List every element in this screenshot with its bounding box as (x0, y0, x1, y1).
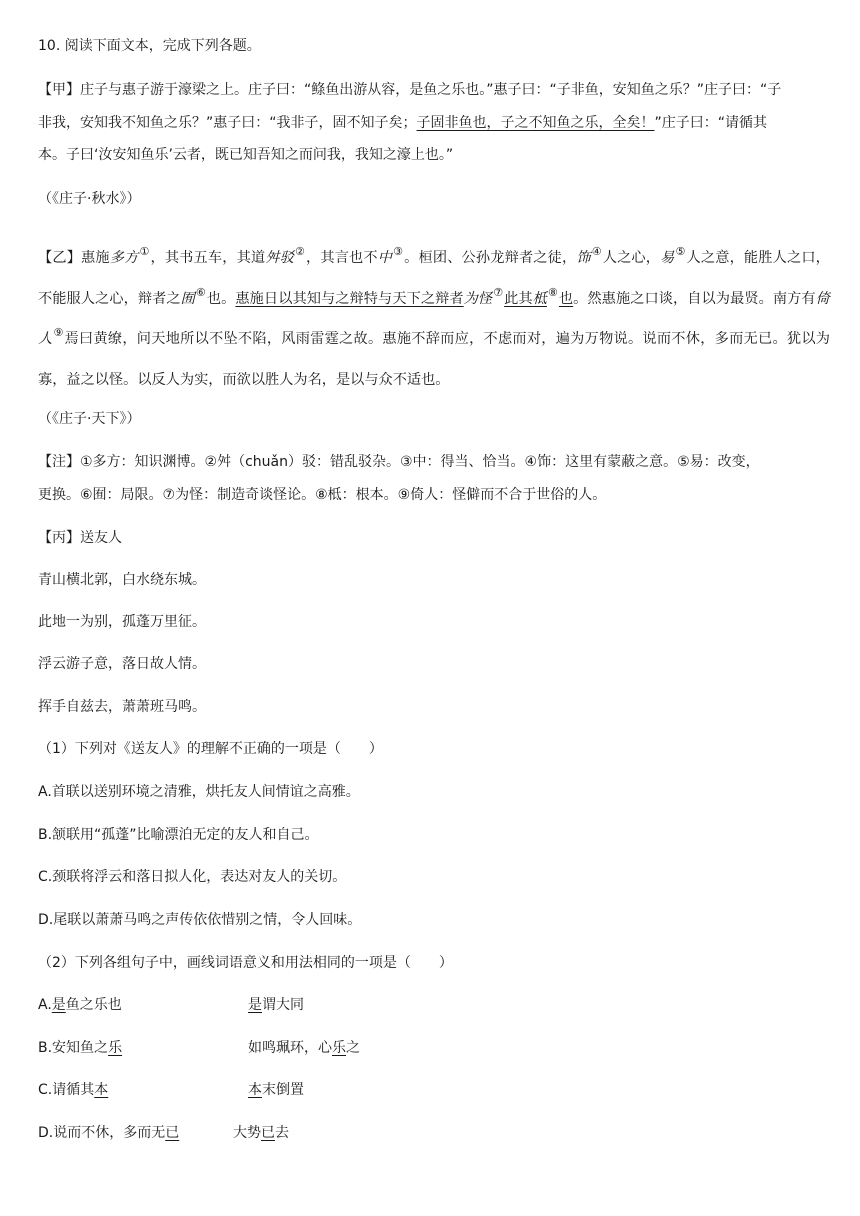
yi-text: 。桓团、公孙龙辩者之徒， (404, 250, 577, 266)
yi-text: 之口，不能服人之心，辩者之 (38, 250, 830, 307)
q2-option-b (38, 1038, 360, 1058)
notes-line-1 (38, 452, 760, 472)
jia-text-2b: ”庄子曰：“请循其 (654, 115, 768, 131)
yi-text: 也。 (206, 290, 236, 307)
q2-stem: （2）下列各组句子中，画线词语意义和用法相同的一项是（ ） (38, 955, 453, 971)
notes-line-2: 更换。⑥囿：局限。⑦为怪：制造奇谈怪论。⑧柢：根本。⑨倚人：怪僻而不合于世俗的人。 (38, 487, 607, 503)
yi-text: 焉曰黄缭，问天地所以不坠不陷，风雨雷霆之故。惠施不辞而应，不虑而对，遍为万物说。说而不 (64, 331, 686, 347)
q2-option-d (38, 1123, 289, 1143)
option-text: C.请循其 (38, 1082, 95, 1098)
jia-line-3: 本。子曰‘汝安知鱼乐’云者，既已知吾知之而问我，我知之濠上也。” (38, 147, 454, 163)
annotated-word: 舛驳 (265, 250, 294, 266)
jia-source: （《庄子·秋水》） (38, 191, 141, 207)
yi-text: 休，多而无已。犹以为寡，益之以怪。以反人为实，而欲以胜人为名，是以与众不适也。 (38, 331, 830, 388)
annotated-word: 倚人 (38, 290, 830, 347)
note-marker: ① (139, 245, 150, 258)
underlined-word: 乐 (108, 1040, 123, 1056)
note-marker: ④ (591, 245, 602, 258)
notes-tag: 【注】 (38, 454, 80, 470)
q2-option-c (38, 1080, 304, 1100)
yi-text: 人之心， (602, 250, 661, 266)
jia-line-2 (38, 113, 767, 133)
annotated-word: 易 (660, 250, 675, 266)
jia-line-1 (38, 80, 781, 100)
question-title: 10. 阅读下面文本，完成下列各题。 (38, 38, 261, 54)
q1-option-b: B.颔联用“孤蓬”比喻漂泊无定的友人和自己。 (38, 827, 319, 843)
option-text: B.安知鱼之 (38, 1040, 109, 1056)
yi-text: 。然惠施之口谈，自以为 (573, 290, 731, 307)
yi-text: ，其书五车，其道 (150, 250, 266, 266)
option-text: 之 (346, 1040, 360, 1056)
poem-line: 挥手自兹去，萧萧班马鸣。 (38, 699, 206, 715)
bing-title: 【丙】送友人 (38, 530, 122, 546)
note-marker: ② (294, 245, 306, 258)
underlined-word: 是 (248, 997, 262, 1013)
option-text: 大势 (233, 1125, 261, 1141)
option-text: 鱼之乐也 (65, 997, 122, 1013)
underlined-word: 本 (94, 1082, 109, 1098)
annotated-word: 多方 (109, 250, 139, 266)
poem-line: 此地一为别，孤蓬万里征。 (38, 614, 206, 630)
jia-tag: 【甲】 (38, 82, 80, 98)
note-marker: ⑧ (547, 285, 558, 299)
underlined-word: 是 (51, 997, 66, 1013)
yi-text: ，其言也不 (306, 250, 378, 266)
option-text: 去 (275, 1125, 289, 1141)
option-text: 末倒置 (262, 1082, 304, 1098)
q1-option-a: A.首联以送别环境之清雅，烘托友人间情谊之高雅。 (38, 784, 360, 800)
underlined-word: 已 (261, 1125, 275, 1141)
yi-tag: 【乙】 (38, 250, 82, 266)
jia-text-2a: 非我，安知我不知鱼之乐？”惠子曰：“我非子，固不知子矣； (38, 115, 417, 131)
yi-paragraph (38, 238, 830, 400)
annotated-word: 柢 (532, 290, 547, 307)
annotated-word: 饰 (576, 250, 591, 266)
note-marker: ⑥ (195, 285, 206, 299)
annotated-word: 为怪 (463, 290, 493, 307)
underlined-sentence: 也 (558, 290, 574, 307)
option-text: 如鸣珮环，心 (248, 1040, 332, 1056)
poem-line: 青山横北郭，白水绕东城。 (38, 572, 206, 588)
jia-text-1: 庄子与惠子游于濠梁之上。庄子曰：“鲦鱼出游从容，是鱼之乐也。”惠子曰：“子非鱼，安知鱼之乐？”庄子曰：“子 (80, 82, 782, 98)
option-text: D.说而不休，多而无 (38, 1125, 166, 1141)
yi-text: 惠施 (81, 250, 110, 266)
q1-option-d: D.尾联以萧萧马鸣之声传依依惜别之情，令人回味。 (38, 912, 362, 928)
jia-underlined-sentence: 子固非鱼也，子之不知鱼之乐，全矣！ (416, 115, 655, 131)
note-marker: ⑤ (675, 245, 686, 258)
option-label: A. (38, 997, 52, 1013)
underlined-word: 已 (165, 1125, 180, 1141)
note-marker: ③ (393, 245, 404, 258)
underlined-word: 乐 (332, 1040, 346, 1056)
annotated-word: 中 (377, 250, 393, 266)
notes-text-1: ①多方：知识渊博。②舛（chuǎn）驳：错乱驳杂。③中：得当、恰当。④饰：这里有蒙蔽之意。⑤易：改变， (80, 454, 760, 470)
yi-text: 人之意，能胜人 (686, 250, 787, 266)
note-marker: ⑦ (493, 285, 504, 299)
underlined-word: 本 (248, 1082, 262, 1098)
annotated-word: 囿 (180, 290, 195, 307)
option-text: 谓大同 (262, 997, 304, 1013)
note-marker: ⑨ (53, 326, 64, 339)
q2-option-a (38, 995, 304, 1015)
yi-text: 最贤。南方有 (730, 290, 816, 307)
q1-stem: （1）下列对《送友人》的理解不正确的一项是（ ） (38, 741, 383, 757)
poem-line: 浮云游子意，落日故人情。 (38, 656, 206, 672)
underlined-sentence: 惠施日以其知与之辩特与天下之辩者 (235, 290, 464, 307)
yi-source: （《庄子·天下》） (38, 411, 141, 427)
underlined-sentence: 此其 (504, 290, 533, 307)
q1-option-c: C.颈联将浮云和落日拟人化，表达对友人的关切。 (38, 869, 347, 885)
